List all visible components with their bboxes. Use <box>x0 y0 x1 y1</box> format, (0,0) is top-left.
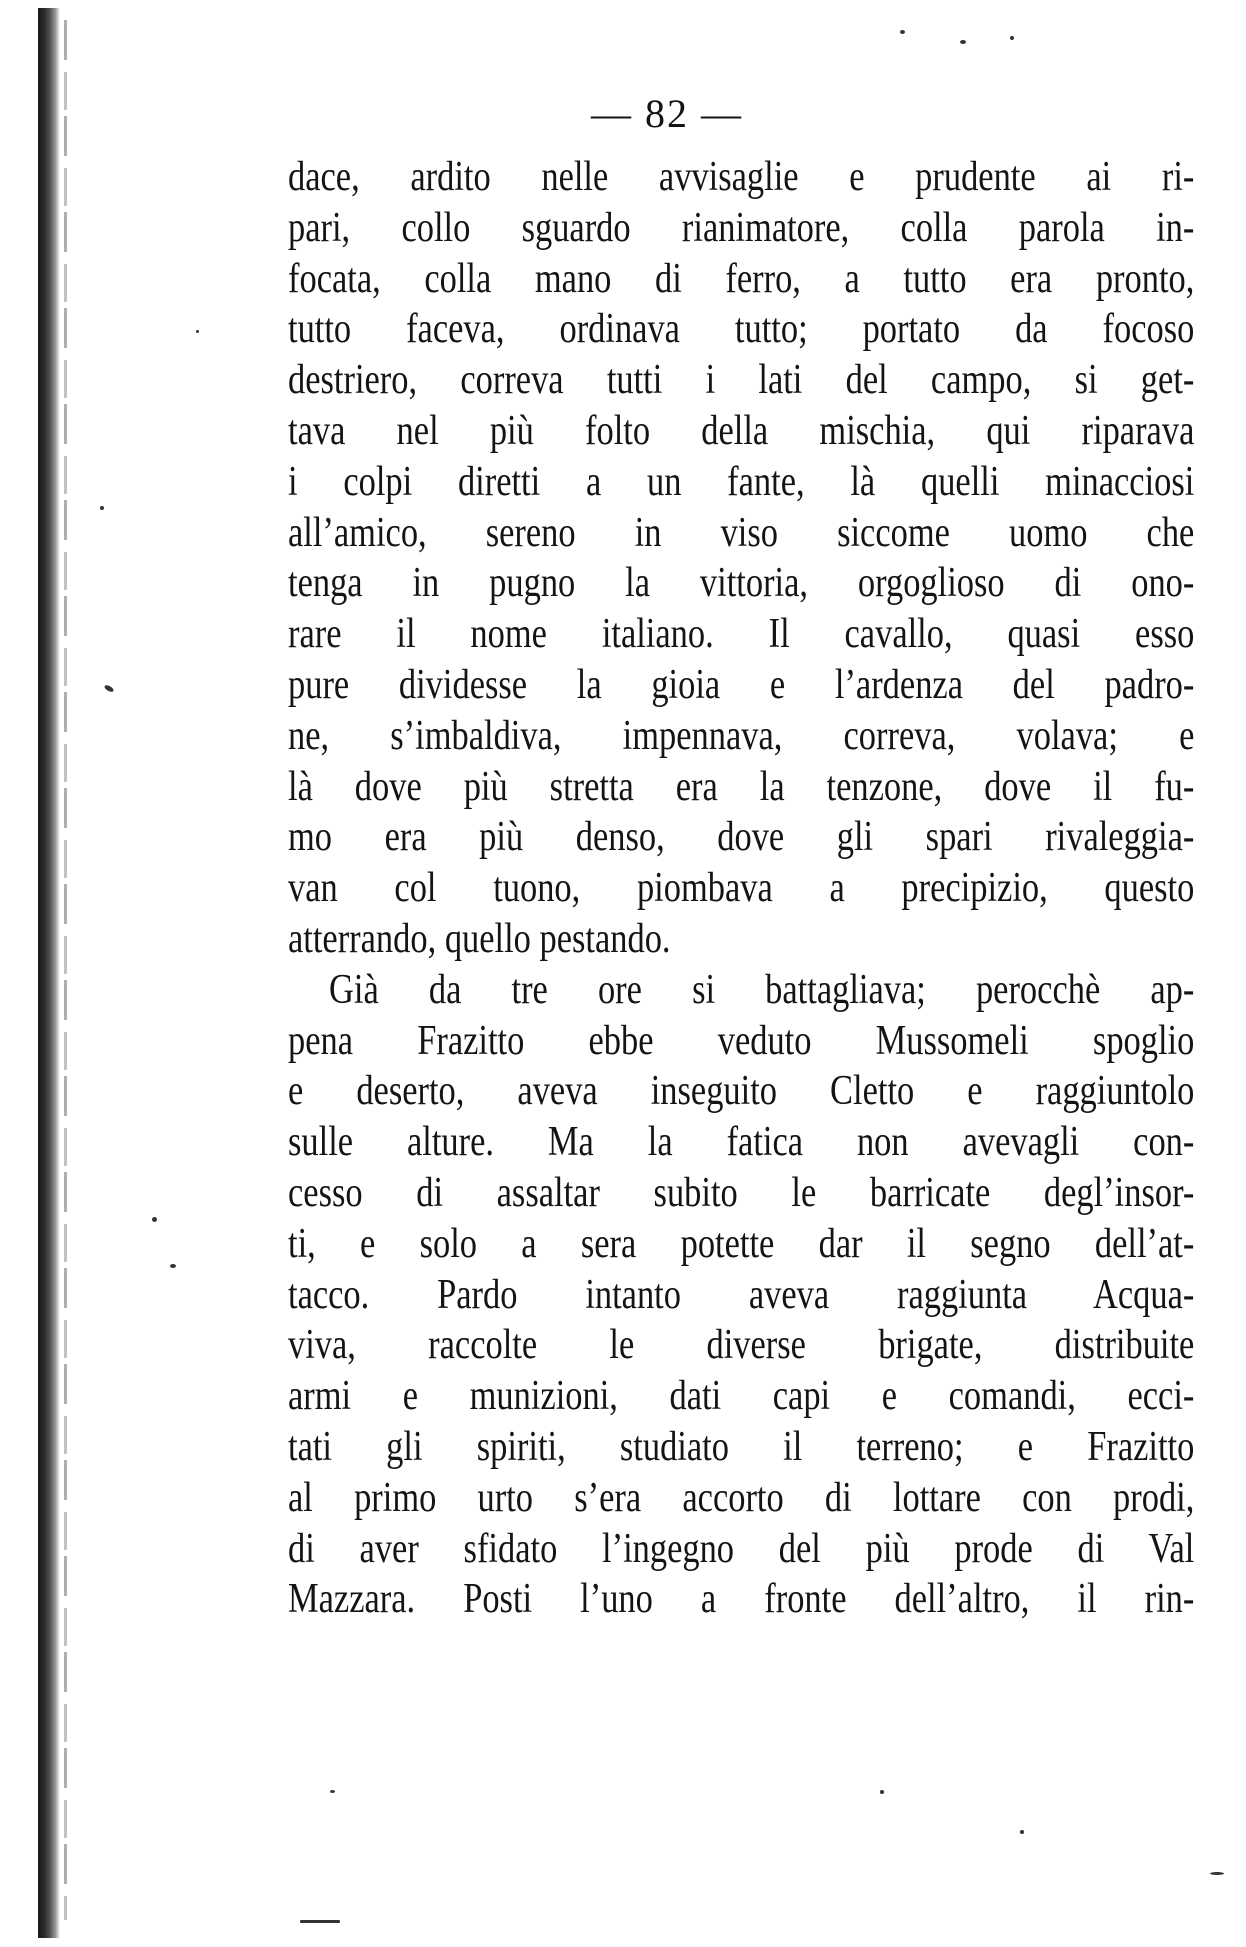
text-line: pari, collo sguardo rianimatore, colla parola in- <box>288 204 1195 251</box>
scan-speck <box>1010 36 1014 40</box>
binding-shadow-line <box>64 20 67 1920</box>
scan-speck <box>960 40 966 44</box>
scan-speck <box>880 1790 884 1794</box>
text-line: al primo urto s’era accorto di lottare con prodi, <box>288 1474 1195 1521</box>
text-line: i colpi diretti a un fante, là quelli minacciosi <box>288 458 1195 505</box>
text-line: rare il nome italiano. Il cavallo, quasi esso <box>288 611 1195 658</box>
text-line: destriero, correva tutti i lati del campo, si get- <box>288 357 1195 404</box>
text-line: armi e munizioni, dati capi e comandi, ecci- <box>288 1373 1195 1420</box>
text-line: pure dividesse la gioia e l’ardenza del padro- <box>288 661 1195 708</box>
text-line: Già da tre ore si battagliava; perocchè ap- <box>329 966 1195 1013</box>
text-line: di aver sfidato l’ingegno del più prode di Val <box>288 1525 1195 1572</box>
text-line: focata, colla mano di ferro, a tutto era pronto, <box>288 255 1195 302</box>
page-binding-edge <box>38 8 60 1938</box>
scan-speck <box>330 1790 335 1793</box>
text-line: viva, raccolte le diverse brigate, distribuite <box>288 1322 1195 1369</box>
text-line: cesso di assaltar subito le barricate degl’insor- <box>288 1169 1195 1216</box>
text-line: Mazzara. Posti l’uno a fronte dell’altro, il rin- <box>288 1576 1195 1623</box>
page-number: — 82 — <box>591 91 743 136</box>
scan-speck <box>1020 1830 1024 1834</box>
scan-speck <box>300 1920 340 1923</box>
text-line: ti, e solo a sera potette dar il segno dell’at- <box>288 1220 1195 1267</box>
body-text <box>288 152 1194 1625</box>
scan-speck <box>170 1264 176 1268</box>
text-line: atterrando, quello pestando. <box>288 915 671 962</box>
text-line: pena Frazitto ebbe veduto Mussomeli spoglio <box>288 1017 1195 1064</box>
text-line: tati gli spiriti, studiato il terreno; e Frazitto <box>288 1423 1195 1470</box>
text-line: tacco. Pardo intanto aveva raggiunta Acqua- <box>288 1271 1195 1318</box>
text-line: tava nel più folto della mischia, qui riparava <box>288 407 1195 454</box>
text-line: dace, ardito nelle avvisaglie e prudente ai ri- <box>288 154 1195 200</box>
text-line: tenga in pugno la vittoria, orgoglioso di ono- <box>288 560 1195 607</box>
scan-speck <box>900 30 905 34</box>
text-line: ne, s’imbaldiva, impennava, correva, volava; e <box>288 712 1195 759</box>
scan-speck <box>1210 1872 1224 1875</box>
text-line: van col tuono, piombava a precipizio, questo <box>288 865 1195 912</box>
text-line: all’amico, sereno in viso siccome uomo che <box>288 509 1195 556</box>
text-line: là dove più stretta era la tenzone, dove il fu- <box>288 763 1195 810</box>
scan-speck <box>196 330 199 333</box>
scan-speck <box>100 506 104 510</box>
text-line: sulle alture. Ma la fatica non avevagli con- <box>288 1119 1195 1166</box>
text-line: e deserto, aveva inseguito Cletto e raggiuntolo <box>288 1068 1195 1115</box>
text-line: tutto faceva, ordinava tutto; portato da focoso <box>288 306 1195 353</box>
scan-speck <box>152 1217 157 1222</box>
text-line: mo era più denso, dove gli spari rivaleggia- <box>288 814 1195 861</box>
scan-speck <box>103 684 114 693</box>
